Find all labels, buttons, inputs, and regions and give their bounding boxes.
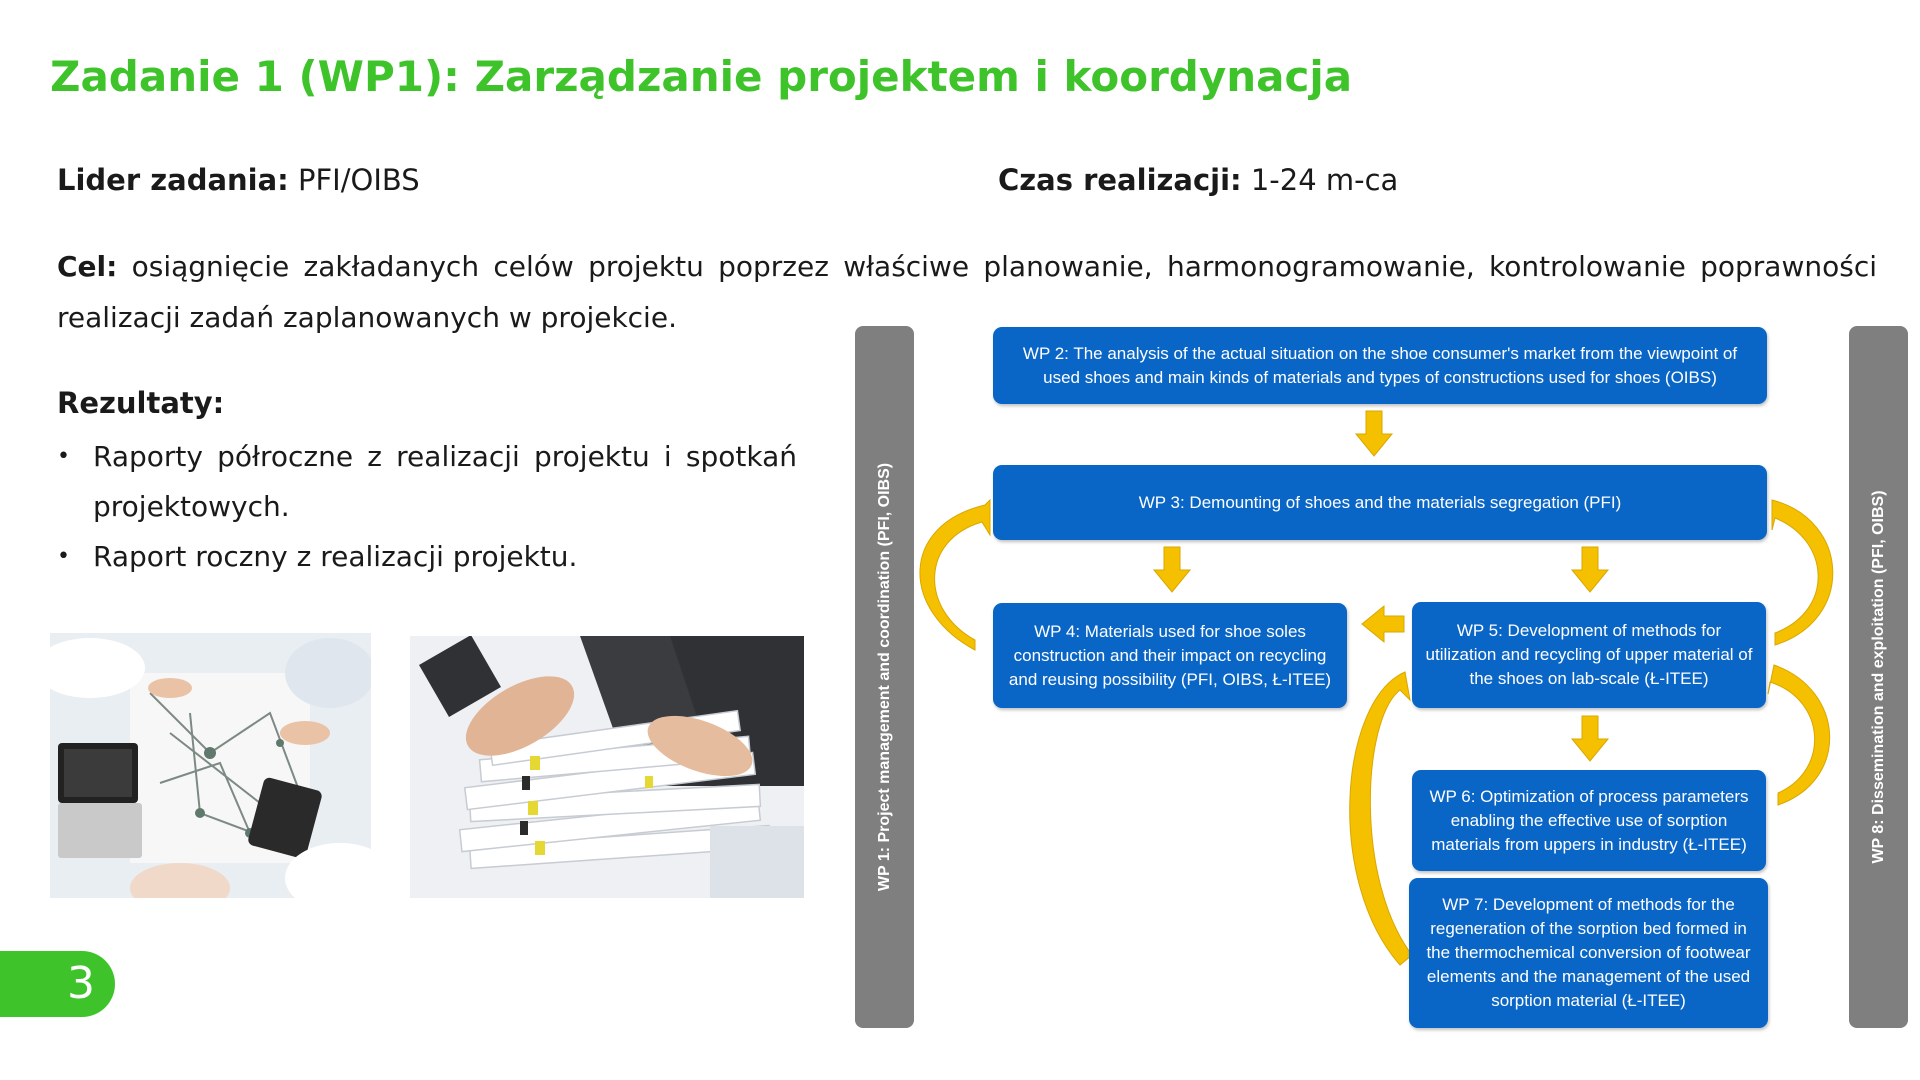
task-goal-label: Cel: (57, 250, 118, 283)
wp4-box: WP 4: Materials used for shoe soles construction and their impact on recycling and reusing possibility (PFI, OIBS, Ł-ITEE) (993, 603, 1347, 708)
wp2-box: WP 2: The analysis of the actual situation on the shoe consumer's market from the viewpoint of used shoes and main kinds of materials and types of constructions used for shoes (OIBS) (993, 327, 1767, 404)
task-goal-text: osiągnięcie zakładanych celów projektu poprzez właściwe planowanie, harmonogramowanie, kontrolowanie poprawności realizacji zadań zaplanowanych w projekcie. (57, 250, 1877, 334)
results-item: • Raport roczny z realizacji projektu. (57, 532, 797, 582)
results-item: • Raporty półroczne z realizacji projektu i spotkań projektowych. (57, 432, 797, 532)
curved-arrow-icon (1350, 672, 1412, 965)
wp1-bar (855, 326, 914, 1028)
wp1-bar-label: WP 1: Project management and coordination (PFI, OIBS) (875, 462, 893, 892)
page-number-badge (0, 951, 115, 1017)
task-leader-value: PFI/OIBS (288, 163, 420, 197)
wp8-bar (1849, 326, 1908, 1028)
wp6-box: WP 6: Optimization of process parameters enabling the effective use of sorption materials from uppers in industry (Ł-ITEE) (1412, 770, 1766, 871)
curved-arrow-icon (1772, 500, 1833, 645)
arrow-left-icon (1362, 606, 1404, 642)
arrow-down-icon (1356, 411, 1392, 456)
wp8-bar-label: WP 8: Dissemination and exploitation (PFI, OIBS) (1869, 490, 1887, 864)
task-duration-value: 1-24 m-ca (1241, 163, 1399, 197)
arrow-down-icon (1572, 716, 1608, 761)
task-leader-label: Lider zadania: (57, 163, 289, 197)
page-number: 3 (67, 958, 95, 1009)
slide-title: Zadanie 1 (WP1): Zarządzanie projektem i koordynacja (50, 52, 1353, 101)
task-duration-label: Czas realizacji: (998, 163, 1242, 197)
curved-arrow-icon (920, 500, 990, 650)
results-heading: Rezultaty: (57, 386, 225, 420)
wp5-box: WP 5: Development of methods for utilization and recycling of upper material of the shoes on lab-scale (Ł-ITEE) (1412, 602, 1766, 708)
wp7-box: WP 7: Development of methods for the regeneration of the sorption bed formed in the thermochemical conversion of footwear elements and the management of the used sorption material (Ł-ITEE) (1409, 878, 1768, 1028)
arrow-down-icon (1154, 547, 1190, 592)
wp3-box: WP 3: Demounting of shoes and the materials segregation (PFI) (993, 465, 1767, 540)
arrow-down-icon (1572, 547, 1608, 592)
curved-arrow-icon (1768, 665, 1830, 805)
